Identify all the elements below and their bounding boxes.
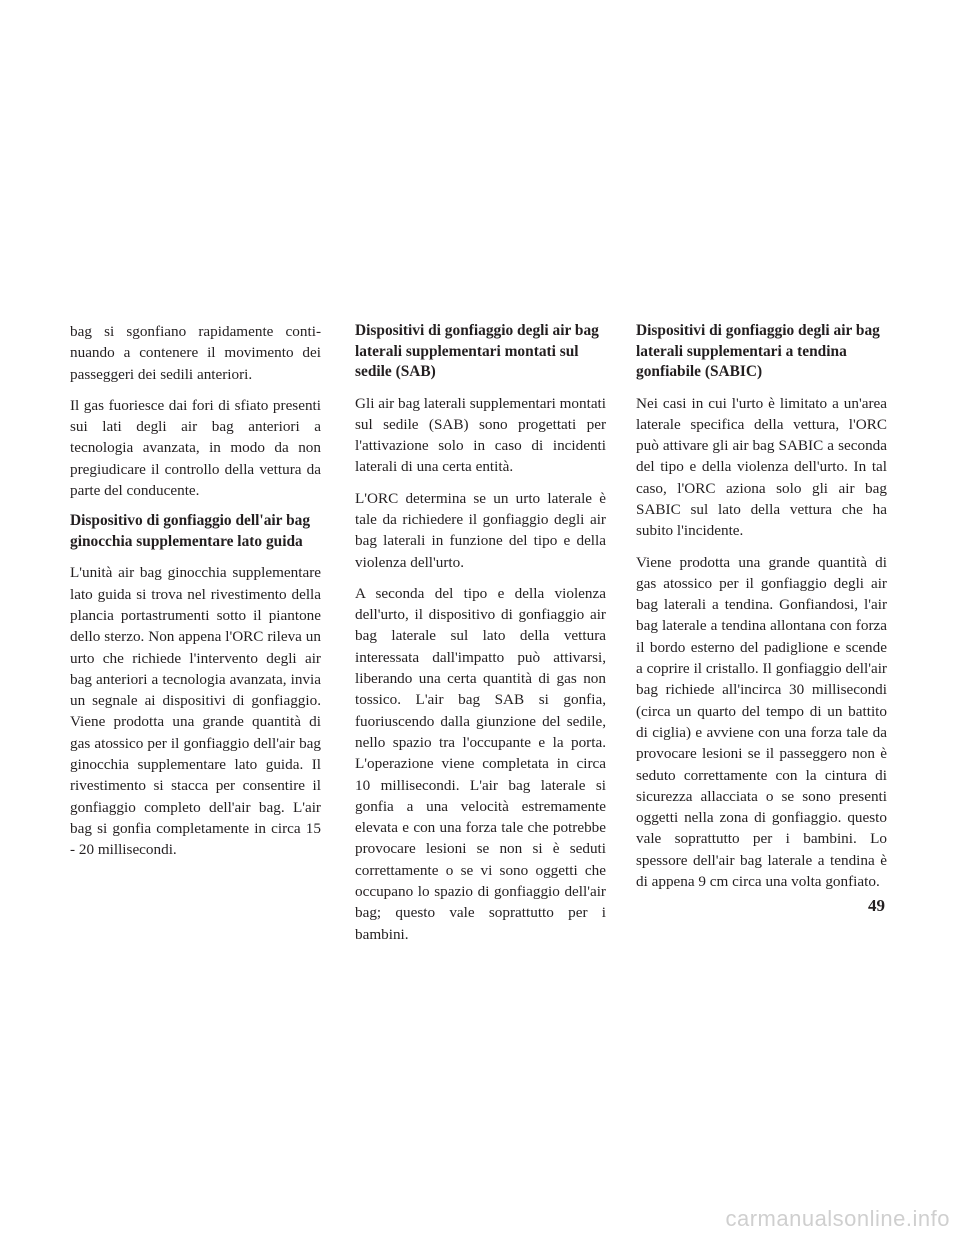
text-column-1: [70, 321, 321, 871]
paragraph: L'unità air bag ginocchia supplementare lato guida si trova nel rivestimento della plancia portastrumenti sotto il piantone dello sterzo. Non appena l'ORC rileva un urto che richiede l'intervento degli air bag anteriori a tecnologia avanzata, invia un segnale ai dispositivi di gonfiaggio. Viene prodotta una grande quantità di gas atossico per il gonfiaggio dell'air bag ginocchia supplementare lato guida. Il rivestimento si stacca per consentire il gonfiaggio completo dell'air bag. L'air bag si gonfia completamente in circa 15 - 20 millisecondi.: [70, 564, 321, 859]
page-number: 49: [868, 896, 885, 915]
paragraph: Viene prodotta una grande quantità di gas atossico per il gonfiaggio degli air bag laterali a tendina. Gonfiandosi, l'air bag laterale a tendina allontana con forza il bordo esterno del padiglione e scende a coprire il cristallo. Il gonfiaggio dell'air bag richiede all'incirca 30 millisecondi (circa un quarto del tempo di un battito di ciglia) e avviene con una forza tale da provocare lesioni se il passeggero non è seduto correttamente con la cintura di sicurezza allacciata o se sono presenti oggetti nella zona di gonfiaggio. questo vale soprattutto per i bambini. Lo spessore dell'air bag laterale a tendina è di appena 9 cm circa una volta gonfiato.: [636, 553, 887, 891]
text-column-2: [355, 321, 606, 955]
section-heading: Dispositivi di gonfiaggio degli air bag laterali supplementari a tendina gonfiabile (SABIC): [636, 322, 880, 380]
paragraph: L'ORC determina se un urto laterale è tale da richiedere il gonfiaggio degli air bag laterali in funzione del tipo e della violenza dell'urto.: [355, 489, 606, 571]
paragraph: Nei casi in cui l'urto è limitato a un'area laterale specifica della vettura, l'ORC può attivare gli air bag SABIC a seconda del tipo e della violenza dell'urto. In tal caso, l'ORC aziona solo gli air bag SABIC sul lato della vettura che ha subito l'incidente.: [636, 394, 887, 540]
section-heading: Dispositivo di gonfiaggio dell'air bag ginocchia supplementare lato guida: [70, 512, 311, 550]
paragraph: A seconda del tipo e della violenza dell'urto, il dispositivo di gonfiaggio air bag laterale sul lato della vettura interessata dall'impatto può attivarsi, liberando una certa quantità di gas non tossico. L'air bag SAB si gonfia, fuoriuscendo dalla giunzione del sedile, nello spazio tra l'occupante e la porta. L'operazione viene completata in circa 10 millisecondi. L'air bag laterale si gonfia a una velocità estremamente elevata e con una forza tale che potrebbe provocare lesioni se non si è seduti correttamente o se vi sono oggetti che occupano lo spazio di gonfiaggio dell'air bag; questo vale soprattutto per i bambini.: [355, 584, 606, 943]
section-heading: Dispositivi di gonfiaggio degli air bag laterali supplementari montati sul sedile (SAB): [355, 322, 599, 380]
text-column-3: [636, 321, 887, 902]
paragraph: Gli air bag laterali supplementari montati sul sedile (SAB) sono progettati per l'attivazione solo in caso di incidenti laterali di una certa entità.: [355, 394, 606, 476]
paragraph: Il gas fuoriesce dai fori di sfiato presenti sui lati degli air bag anteriori a tecnologia avanzata, in modo da non pregiudicare il controllo della vettura da parte del conducente.: [70, 396, 321, 500]
watermark: carmanualsonline.info: [725, 1206, 950, 1231]
paragraph: bag si sgonfiano rapidamente continuando a contenere il movimento dei passeggeri dei sedili anteriori.: [70, 323, 321, 383]
